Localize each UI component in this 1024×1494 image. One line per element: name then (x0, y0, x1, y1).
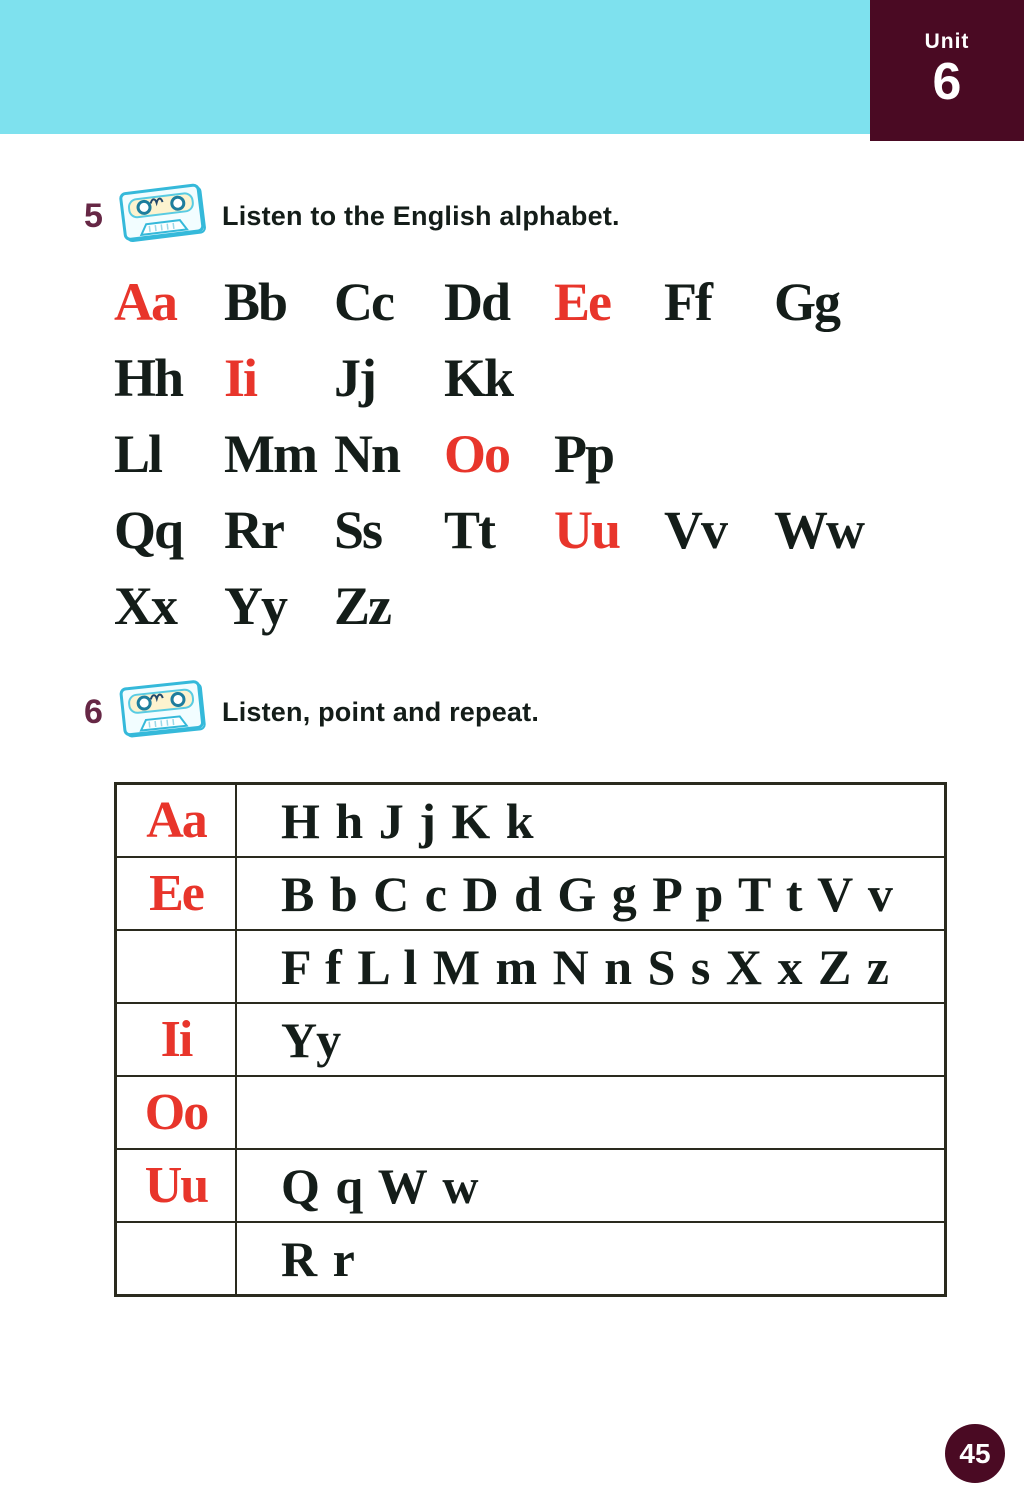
vowel-cell (117, 1223, 237, 1294)
letters-cell (237, 1077, 944, 1148)
letter-pair-cc: Cc (334, 272, 393, 332)
alphabet-row-3 (114, 416, 884, 492)
letter-pair-rr: Rr (224, 500, 283, 560)
cassette-icon (118, 182, 210, 251)
exercise5-title: Listen to the English alphabet. (222, 200, 620, 231)
vowel-cell: Uu (117, 1150, 237, 1221)
letters-cell: F f L l M m N n S s X x Z z (281, 938, 888, 995)
letters-cell: H h J j K k (281, 792, 533, 849)
letter-pair-qq: Qq (114, 500, 183, 560)
letter-pair-dd: Dd (444, 272, 510, 332)
letters-cell: Q q W w (281, 1157, 478, 1214)
letter-pair-oo: Oo (444, 424, 510, 484)
vowel-cell: Ee (117, 858, 237, 929)
vowel-cell (117, 931, 237, 1002)
letter-pair-ii: Ii (224, 348, 257, 408)
exercise6-title: Listen, point and repeat. (222, 696, 540, 727)
alphabet-grid (114, 264, 884, 644)
alphabet-row-4 (114, 492, 884, 568)
letter-pair-jj: Jj (334, 348, 375, 408)
letter-pair-nn: Nn (334, 424, 400, 484)
letter-pair-gg: Gg (774, 272, 840, 332)
letter-pair-hh: Hh (114, 348, 183, 408)
table-row (117, 1150, 944, 1223)
letter-pair-ww: Ww (774, 500, 863, 560)
letter-pair-mm: Mm (224, 424, 316, 484)
unit-number: 6 (932, 53, 962, 111)
alphabet-row-1 (114, 264, 884, 340)
letter-pair-tt: Tt (444, 500, 494, 560)
letters-cell: Yy (281, 1011, 341, 1068)
vowel-cell: Aa (117, 785, 237, 856)
letter-pair-vv: Vv (664, 500, 726, 560)
exercise6-number: 6 (84, 692, 103, 731)
letter-pair-ll: Ll (114, 424, 162, 484)
page-number: 45 (959, 1437, 991, 1469)
cassette-icon (118, 678, 210, 747)
table-row (117, 1077, 944, 1150)
page-number-badge (945, 1424, 1005, 1483)
letter-pair-uu: Uu (554, 500, 620, 560)
table-row (117, 858, 944, 931)
vowel-table (114, 782, 947, 1297)
table-row (117, 931, 944, 1004)
cassette-icon-graphic (118, 678, 210, 742)
letter-pair-ss: Ss (334, 500, 382, 560)
exercise5-number: 5 (84, 196, 103, 235)
letter-pair-aa: Aa (114, 272, 176, 332)
cassette-icon-graphic (118, 182, 210, 246)
table-row (117, 785, 944, 858)
letter-pair-pp: Pp (554, 424, 614, 484)
letter-pair-bb: Bb (224, 272, 287, 332)
letter-pair-zz: Zz (334, 576, 390, 636)
table-row (117, 1004, 944, 1077)
table-row (117, 1223, 944, 1294)
unit-tab (870, 0, 1024, 141)
alphabet-row-2 (114, 340, 884, 416)
vowel-cell: Oo (117, 1077, 237, 1148)
exercise5-header (84, 184, 620, 248)
letter-pair-kk: Kk (444, 348, 513, 408)
letter-pair-ee: Ee (554, 272, 610, 332)
letter-pair-xx: Xx (114, 576, 176, 636)
unit-label: Unit (924, 30, 970, 53)
letters-cell: B b C c D d G g P p T t V v (281, 865, 892, 922)
alphabet-row-5 (114, 568, 884, 644)
letter-pair-ff: Ff (664, 272, 711, 332)
vowel-cell: Ii (117, 1004, 237, 1075)
letter-pair-yy: Yy (224, 576, 286, 636)
exercise6-header (84, 680, 539, 744)
letters-cell: R r (281, 1230, 354, 1287)
